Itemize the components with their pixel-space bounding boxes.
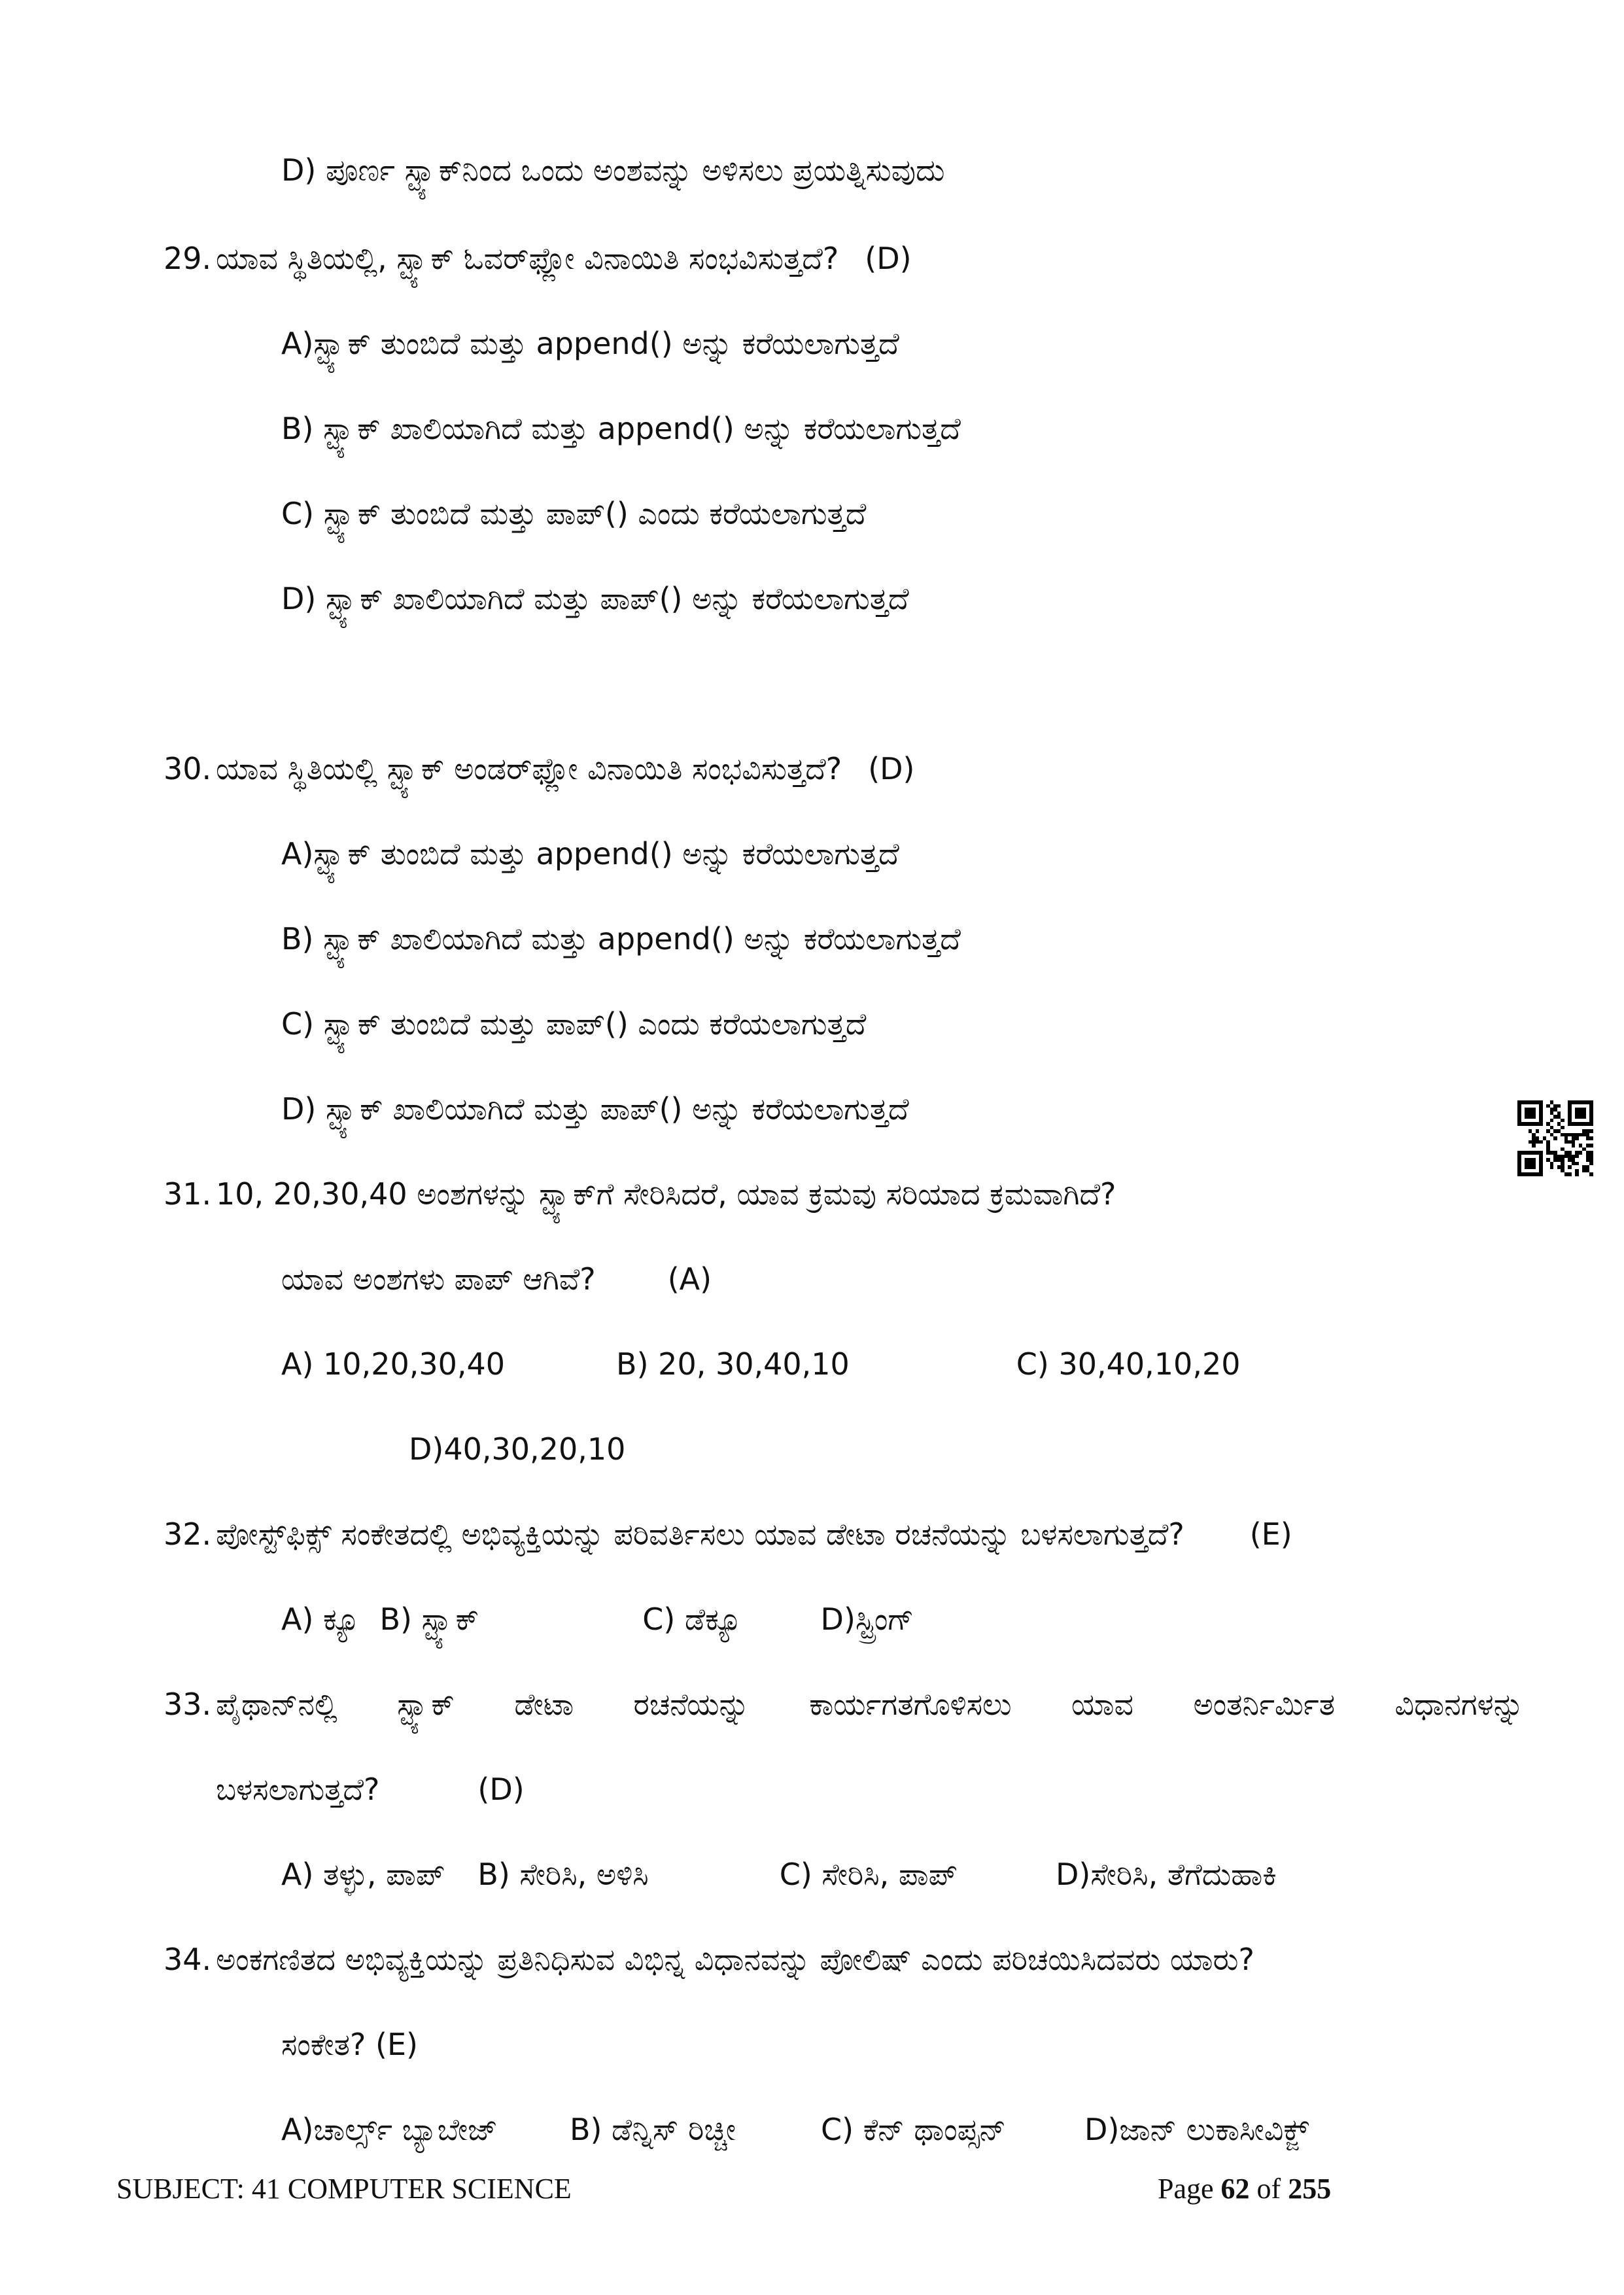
answer-key: (D)	[865, 241, 912, 276]
question-31	[164, 1174, 1116, 1214]
q29-option-c: C) ಸ್ಟ್ಯಾಕ್ ತುಂಬಿದೆ ಮತ್ತು ಪಾಪ್() ಎಂದು ಕರೆಯಲಾಗುತ್ತದೆ	[281, 496, 867, 531]
page-total: 255	[1288, 2173, 1332, 2205]
answer-key: (A)	[667, 1261, 712, 1297]
q29-option-d: D) ಸ್ಟ್ಯಾಕ್ ಖಾಲಿಯಾಗಿದೆ ಮತ್ತು ಪಾಪ್() ಅನ್ನು ಕರೆಯಲಾಗುತ್ತದೆ	[281, 581, 909, 616]
q32-option-a: A) ಕ್ಯೂ	[281, 1602, 360, 1637]
q34-options-row	[281, 2110, 1309, 2149]
q32-options-row	[281, 1600, 914, 1639]
question-30	[164, 749, 915, 788]
question-text: ಯಾವ ಸ್ಥಿತಿಯಲ್ಲಿ ಸ್ಟ್ಯಾಕ್ ಅಂಡರ್‌ಫ್ಲೋ ವಿನಾಯಿತಿ ಸಂಭವಿಸುತ್ತದೆ?	[216, 751, 842, 786]
page-current: 62	[1220, 2173, 1250, 2205]
q30-option-b: B) ಸ್ಟ್ಯಾಕ್ ಖಾಲಿಯಾಗಿದೆ ಮತ್ತು append() ಅನ್ನು ಕರೆಯಲಾಗುತ್ತದೆ	[281, 921, 961, 956]
question-text	[216, 1685, 1524, 1724]
question-34	[164, 1940, 1254, 1979]
word: ಯಾವ	[1071, 1687, 1134, 1722]
word: ಡೇಟಾ	[514, 1687, 574, 1722]
word: ಕಾರ್ಯಗತಗೊಳಿಸಲು	[809, 1687, 1012, 1722]
question-29	[164, 239, 912, 278]
q34-option-c: C) ಕೆನ್ ಥಾಂಪ್ಸನ್	[821, 2112, 1007, 2147]
q34-continuation: ಸಂಕೇತ? (E)	[281, 2027, 418, 2062]
q33-option-b: B) ಸೇರಿಸಿ, ಅಳಿಸಿ	[477, 1857, 649, 1892]
answer-key: (E)	[1249, 1516, 1292, 1552]
q30-option-c: C) ಸ್ಟ್ಯಾಕ್ ತುಂಬಿದೆ ಮತ್ತು ಪಾಪ್() ಎಂದು ಕರೆಯಲಾಗುತ್ತದೆ	[281, 1006, 867, 1042]
question-text: ಬಳಸಲಾಗುತ್ತದೆ?	[216, 1772, 380, 1807]
word: ಅಂತರ್ನಿರ್ಮಿತ	[1193, 1687, 1336, 1722]
q33-option-a: A) ತಳ್ಳು, ಪಾಪ್	[281, 1857, 445, 1892]
q31-option-c: C) 30,40,10,20	[1016, 1346, 1241, 1382]
question-number: 29.	[164, 241, 212, 276]
q33-continuation	[216, 1770, 525, 1809]
word: ರಚನೆಯನ್ನು	[633, 1687, 750, 1722]
page-of: of	[1256, 2173, 1281, 2205]
q32-option-d: D)ಸ್ಟ್ರಿಂಗ್	[820, 1602, 914, 1637]
answer-key: (D)	[477, 1772, 525, 1807]
q30-option-a: A)ಸ್ಟ್ಯಾಕ್ ತುಂಬಿದೆ ಮತ್ತು append() ಅನ್ನು ಕರೆಯಲಾಗುತ್ತದೆ	[281, 836, 899, 871]
page-label: Page	[1158, 2173, 1214, 2205]
q31-option-d: D)40,30,20,10	[409, 1431, 626, 1467]
q32-option-c: C) ಡೆಕ್ಯೂ	[642, 1602, 742, 1637]
q31-options-row	[281, 1344, 1240, 1384]
question-number: 30.	[164, 751, 212, 786]
q31-continuation	[281, 1259, 712, 1299]
question-number: 31.	[164, 1176, 212, 1212]
q32-option-b: B) ಸ್ಟ್ಯಾಕ್	[379, 1602, 479, 1637]
q30-option-d: D) ಸ್ಟ್ಯಾಕ್ ಖಾಲಿಯಾಗಿದೆ ಮತ್ತು ಪಾಪ್() ಅನ್ನು ಕರೆಯಲಾಗುತ್ತದೆ	[281, 1091, 909, 1127]
q33-option-d: D)ಸೇರಿಸಿ, ತೆಗೆದುಹಾಕಿ	[1055, 1857, 1277, 1892]
answer-key: (D)	[868, 751, 915, 786]
qr-code-image	[1517, 1100, 1593, 1176]
question-text: ಪೋಸ್ಟ್‌ಫಿಕ್ಸ್ ಸಂಕೇತದಲ್ಲಿ ಅಭಿವ್ಯಕ್ತಿಯನ್ನು ಪರಿವರ್ತಿಸಲು ಯಾವ ಡೇಟಾ ರಚನೆಯನ್ನು ಬಳಸಲಾಗುತ್ತದೆ?	[216, 1516, 1184, 1552]
question-number: 33.	[164, 1687, 212, 1722]
word: ಪೈಥಾನ್‌ನಲ್ಲಿ	[216, 1687, 337, 1722]
word: ಸ್ಟ್ಯಾಕ್	[397, 1687, 455, 1722]
question-text: 10, 20,30,40 ಅಂಶಗಳನ್ನು ಸ್ಟ್ಯಾಕ್‌ಗೆ ಸೇರಿಸಿದರೆ, ಯಾವ ಕ್ರಮವು ಸರಿಯಾದ ಕ್ರಮವಾಗಿದೆ?	[216, 1176, 1116, 1212]
q29-option-a: A)ಸ್ಟ್ಯಾಕ್ ತುಂಬಿದೆ ಮತ್ತು append() ಅನ್ನು ಕರೆಯಲಾಗುತ್ತದೆ	[281, 326, 899, 361]
q33-options-row	[281, 1855, 1277, 1894]
footer-subject: SUBJECT: 41 COMPUTER SCIENCE	[116, 2173, 572, 2205]
q34-option-d: D)ಜಾನ್ ಲುಕಾಸೀವಿಕ್ಜ್	[1084, 2112, 1309, 2147]
question-32	[164, 1515, 1292, 1554]
q33-option-c: C) ಸೇರಿಸಿ, ಪಾಪ್	[779, 1857, 958, 1892]
q34-option-b: B) ಡೆನ್ನಿಸ್ ರಿಚ್ಚೀ	[569, 2112, 736, 2147]
q31-option-a: A) 10,20,30,40	[281, 1346, 506, 1382]
question-number: 32.	[164, 1516, 212, 1552]
question-text: ಅಂಕಗಣಿತದ ಅಭಿವ್ಯಕ್ತಿಯನ್ನು ಪ್ರತಿನಿಧಿಸುವ ವಿಭಿನ್ನ ವಿಧಾನವನ್ನು ಪೋಲಿಷ್ ಎಂದು ಪರಿಚಯಿಸಿದವರು ಯಾರು?	[216, 1942, 1254, 1977]
q31-option-b: B) 20, 30,40,10	[616, 1346, 850, 1382]
word: ವಿಧಾನಗಳನ್ನು	[1394, 1687, 1524, 1722]
question-text: ಯಾವ ಸ್ಥಿತಿಯಲ್ಲಿ, ಸ್ಟ್ಯಾಕ್ ಓವರ್‌ಫ್ಲೋ ವಿನಾಯಿತಿ ಸಂಭವಿಸುತ್ತದೆ?	[216, 241, 839, 276]
question-text: ಯಾವ ಅಂಶಗಳು ಪಾಪ್ ಆಗಿವೆ?	[281, 1261, 596, 1297]
q29-option-b: B) ಸ್ಟ್ಯಾಕ್ ಖಾಲಿಯಾಗಿದೆ ಮತ್ತು append() ಅನ್ನು ಕರೆಯಲಾಗುತ್ತದೆ	[281, 411, 961, 446]
footer-page-number	[1158, 2171, 1331, 2207]
question-number: 34.	[164, 1942, 212, 1977]
q34-option-a: A)ಚಾರ್ಲ್ಸ್ ಬ್ಯಾಬೇಜ್	[281, 2112, 498, 2147]
question-33	[164, 1685, 1524, 1724]
q28-option-d: D) ಪೂರ್ಣ ಸ್ಟ್ಯಾಕ್‌ನಿಂದ ಒಂದು ಅಂಶವನ್ನು ಅಳಿಸಲು ಪ್ರಯತ್ನಿಸುವುದು	[281, 152, 945, 188]
